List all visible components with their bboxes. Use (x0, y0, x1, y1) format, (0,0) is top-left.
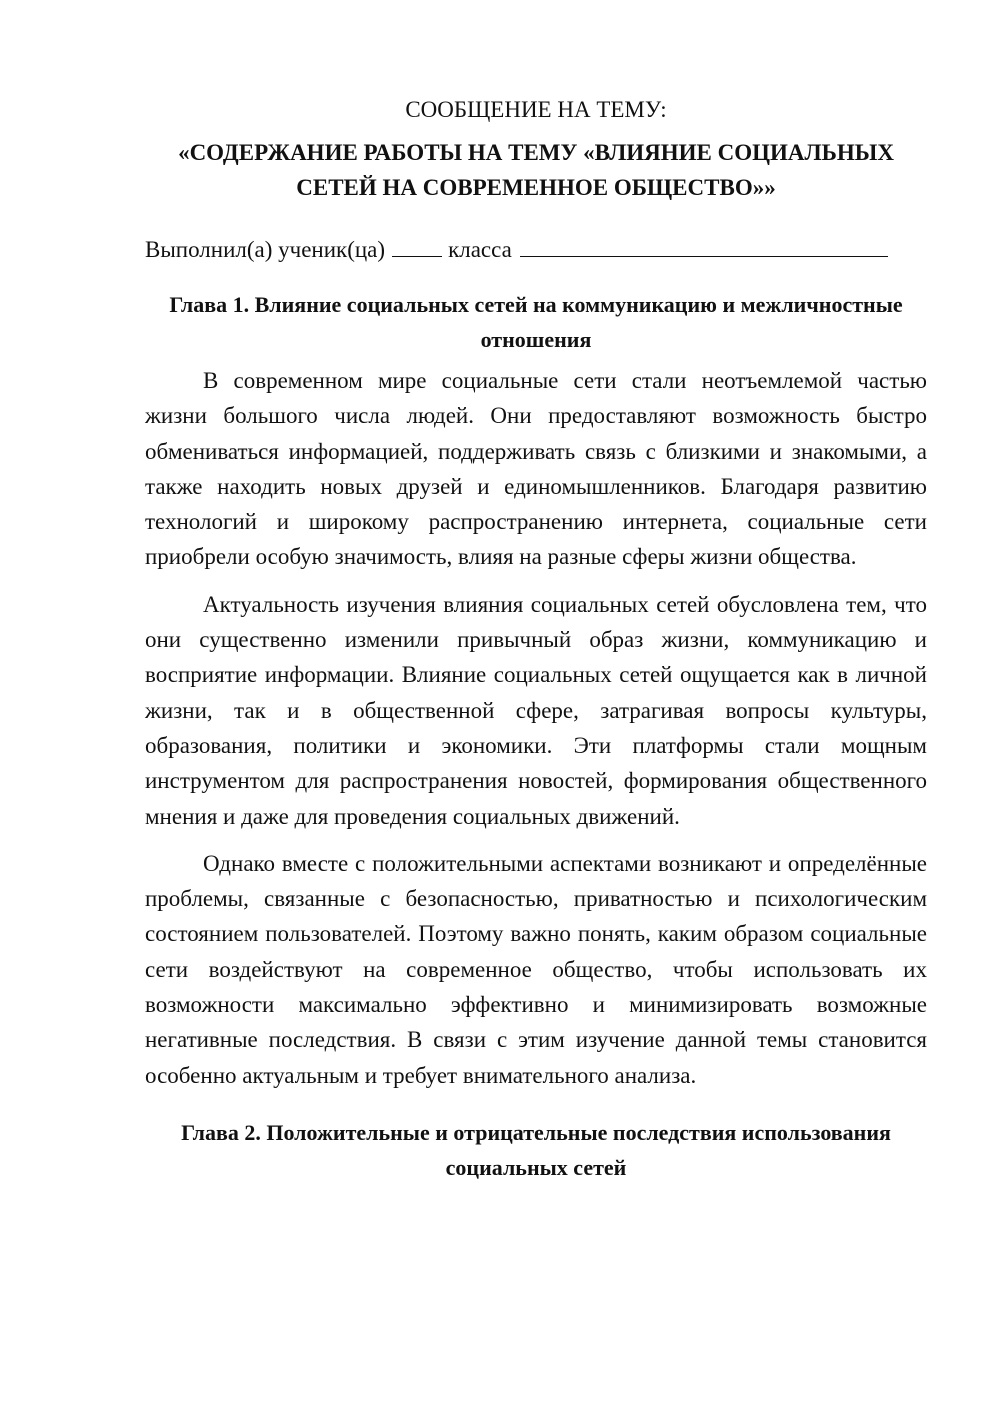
chapter-1-paragraph-1: В современном мире социальные сети стали неотъемлемой частью жизни большого числа людей. Они предоставляют возможность быстро обмениваться информацией, поддерживать связь с близкими и знакомыми, а также находить новых друзей и единомышленников. Благодаря развитию технологий и широкому распространению интернета, социальные сети приобрели особую значимость, влияя на разные сферы жизни общества. (145, 368, 927, 570)
signature-line (145, 235, 927, 265)
chapter-1-paragraph-3: Однако вместе с положительными аспектами возникают и определённые проблемы, связанные с безопасностью, приватностью и психологическим состоянием пользователей. Поэтому важно понять, каким образом социальные сети воздействуют на современное общество, чтобы использовать их возможности максимально эффективно и минимизировать возможные негативные последствия. В связи с этим изучение данной темы становится особенно актуальным и требует внимательного анализа. (145, 850, 927, 1088)
class-number-blank[interactable] (392, 236, 442, 257)
document-content (145, 95, 927, 1185)
chapter-1-heading: Глава 1. Влияние социальных сетей на коммуникацию и межличностные отношения (169, 292, 903, 352)
student-name-blank[interactable] (520, 236, 888, 257)
document-title: «СОДЕРЖАНИЕ РАБОТЫ НА ТЕМУ «ВЛИЯНИЕ СОЦИАЛЬНЫХ СЕТЕЙ НА СОВРЕМЕННОЕ ОБЩЕСТВО»» (178, 140, 894, 200)
chapter-2-heading: Глава 2. Положительные и отрицательные последствия использования социальных сетей (181, 1119, 891, 1180)
performed-by-label: Выполнил(а) ученик(ца) (145, 237, 386, 262)
class-label: класса (448, 237, 512, 262)
chapter-1-paragraph-2: Актуальность изучения влияния социальных сетей обусловлена тем, что они существенно изменили привычный образ жизни, коммуникацию и восприятие информации. Влияние социальных сетей ощущается как в личной жизни, так и в общественной сфере, затрагивая вопросы культуры, образования, политики и экономики. Эти платформы стали мощным инструментом для распространения новостей, формирования общественного мнения и даже для проведения социальных движений. (145, 591, 927, 829)
header-label: СООБЩЕНИЕ НА ТЕМУ: (405, 97, 667, 122)
